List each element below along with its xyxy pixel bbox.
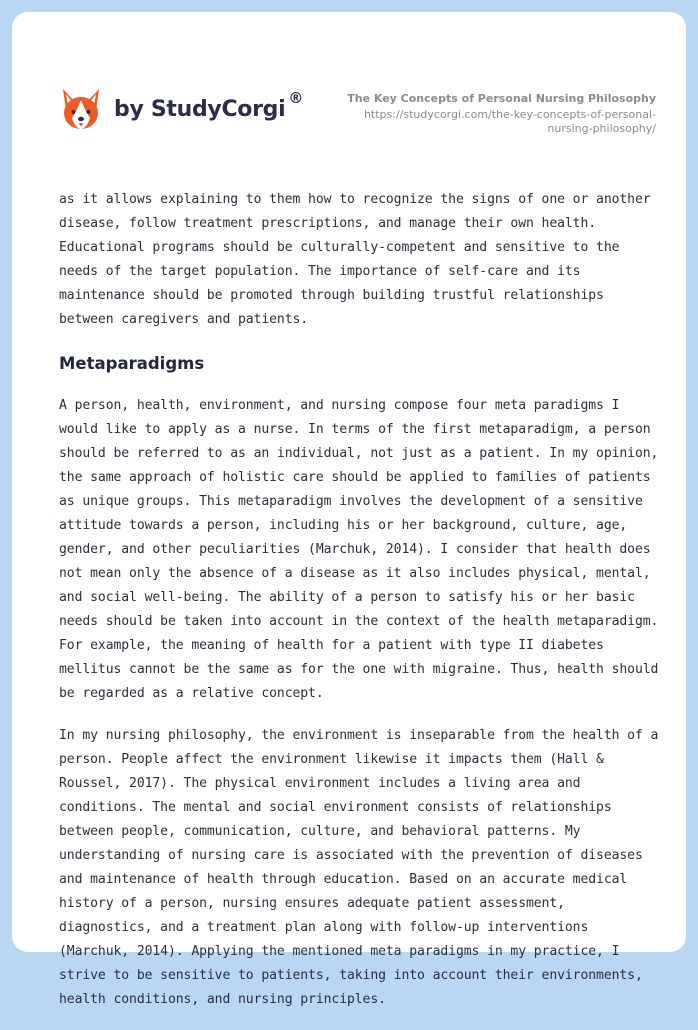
page-header [60, 76, 656, 142]
document-url-line-1: https://studycorgi.com/the-key-concepts-of-personal- [363, 108, 656, 121]
document-url[interactable] [326, 108, 656, 136]
body-paragraph-1: A person, health, environment, and nursing compose four meta paradigms I would like to apply as a nurse. In terms of the first metaparadigm, a person should be referred to as an individual, not just as a patient. In my opinion, the same approach of holistic care should be applied to families of patients as unique groups. This metaparadigm involves the development of a sensitive attitude towards a person, including his or her background, culture, age, gender, and other peculiarities (Marchuk, 2014). I consider that health does not mean only the absence of a disease as it also includes physical, mental, and social well-being. The ability of a person to satisfy his or her basic needs should be taken into account in the context of the health metaparadigm. For example, the meaning of health for a patient with type II diabetes mellitus cannot be the same as for the one with migraine. Thus, health should be regarded as a relative concept. [59, 398, 659, 701]
registered-mark: ® [288, 89, 304, 107]
document-body [59, 188, 659, 1030]
brand-logo[interactable] [60, 76, 310, 142]
document-page [12, 12, 686, 1007]
intro-paragraph: as it allows explaining to them how to recognize the signs of one or another disease, follow treatment prescriptions, and manage their own health. Educational programs should be culturally-competent and sensitive to the needs of the target population. The importance of self-care and its maintenance should be promoted through building trustful relationships between caregivers and patients. [59, 192, 651, 327]
document-title: The Key Concepts of Personal Nursing Philosophy [347, 92, 656, 105]
corgi-logo-icon [60, 85, 102, 133]
brand-name: by StudyCorgi [114, 96, 286, 122]
document-meta [326, 91, 656, 136]
document-url-line-2: nursing-philosophy/ [547, 122, 656, 135]
section-heading: Metaparadigms [59, 354, 205, 373]
body-paragraph-2: In my nursing philosophy, the environment is inseparable from the health of a person. People affect the environment likewise it impacts them (Hall & Roussel, 2017). The physical environment includes a living area and conditions. The mental and social environment consists of relationships between people, communication, culture, and behavioral patterns. My understanding of nursing care is associated with the prevention of diseases and maintenance of health through education. Based on an accurate medical history of a person, nursing ensures adequate patient assessment, diagnostics, and a treatment plan along with follow-up interventions (Marchuk, 2014). Applying the mentioned meta paradigms in my practice, I strive to be sensitive to patients, taking into account their environments, health conditions, and nursing principles. [59, 728, 659, 1007]
